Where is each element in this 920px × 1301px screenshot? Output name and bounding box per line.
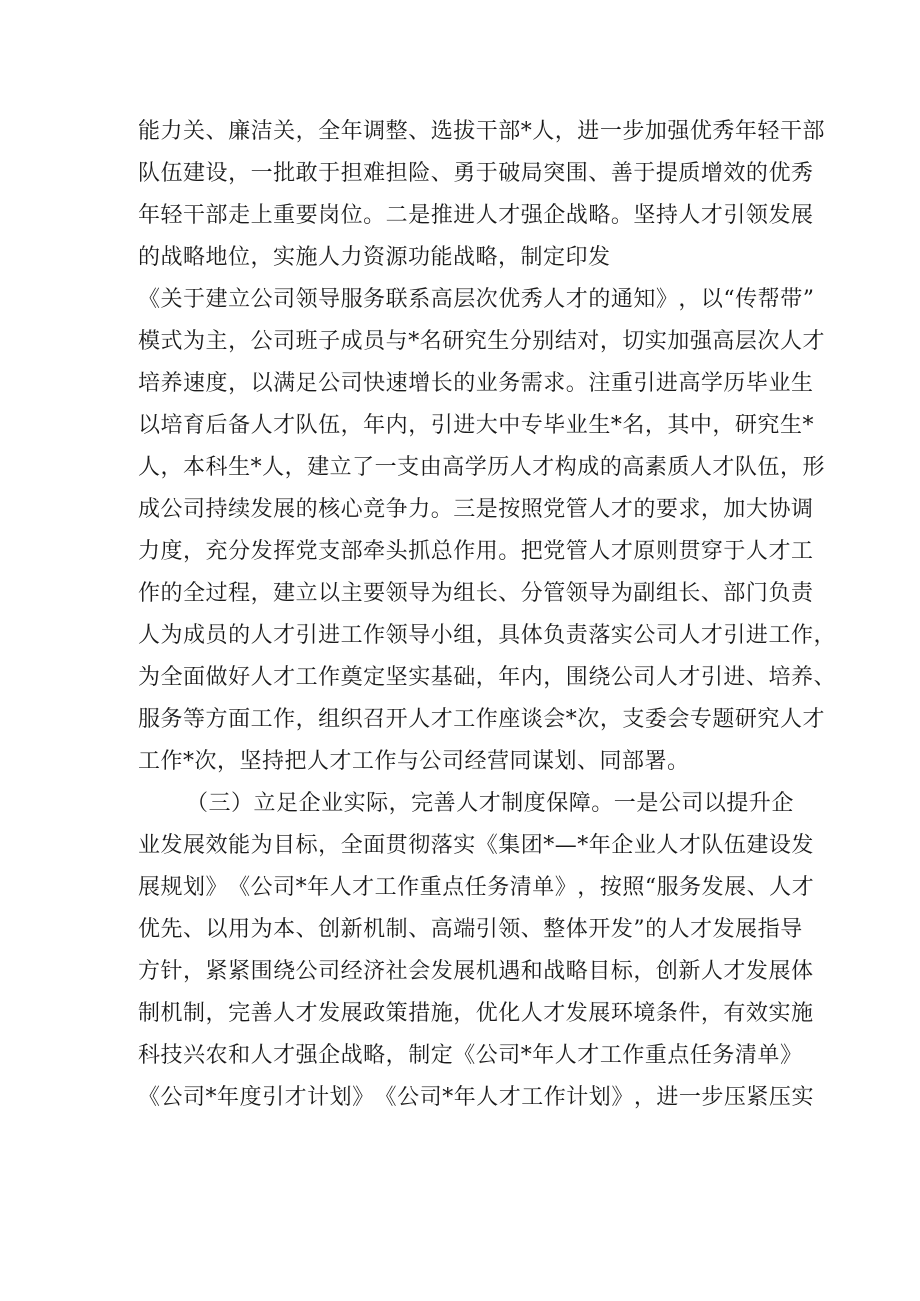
text-line: 人 ， 本 科 生 * 人 ， 建 立 了 一 支 由 高 学 历 人 才 构 成 的 高 素 质 人 才 队 伍 ， 形	[138, 455, 825, 480]
text-line: 年 轻 干 部 走 上 重 要 岗 位 。 二 是 推 进 人 才 强 企 战 略 。 坚 持 人 才 引 领 发 展	[138, 203, 814, 228]
text-line: 人 为 成 员 的 人 才 引 进 工 作 领 导 小 组 ， 具 体 负 责 落 实 公 司 人 才 引 进 工 作 ，	[138, 623, 836, 648]
text-line: 工作*次，坚持把人才工作与公司经营同谋划、同部署。	[138, 749, 690, 774]
text-line: 能 力 关 、 廉 洁 关 ， 全 年 调 整 、 选 拔 干 部 * 人 ， 进 一 步 加 强 优 秀 年 轻 干 部	[138, 119, 825, 144]
text-line: 成 公 司 持 续 发 展 的 核 心 竞 争 力 。 三 是 按 照 党 管 人 才 的 要 求 ， 加 大 协 调	[138, 497, 814, 522]
text-line: 力 度 ， 充 分 发 挥 党 支 部 牵 头 抓 总 作 用 。 把 党 管 人 才 原 则 贯 穿 于 人 才 工	[138, 539, 814, 564]
text-line: 服 务 等 方 面 工 作 ， 组 织 召 开 人 才 工 作 座 谈 会 * 次 ， 支 委 会 专 题 研 究 人 才	[138, 707, 825, 732]
text-line: 队 伍 建 设 ， 一 批 敢 于 担 难 担 险 、 勇 于 破 局 突 围 、 善 于 提 质 增 效 的 优 秀	[138, 161, 814, 186]
section-heading-line: （ 三 ） 立 足 企 业 实 际 ， 完 善 人 才 制 度 保 障 。 一 是 公 司 以 提 升 企	[186, 791, 794, 816]
text-line: 作 的 全 过 程 ， 建 立 以 主 要 领 导 为 组 长 、 分 管 领 导 为 副 组 长 、 部 门 负 责	[138, 581, 814, 606]
text-line: 模 式 为 主 ， 公 司 班 子 成 员 与 * 名 研 究 生 分 别 结 对 ， 切 实 加 强 高 层 次 人 才	[138, 329, 825, 354]
text-line: 科 技 兴 农 和 人 才 强 企 战 略 ， 制 定 《 公 司 * 年 人 才 工 作 重 点 任 务 清 单 》	[138, 1043, 803, 1068]
text-line: 为 全 面 做 好 人 才 工 作 奠 定 坚 实 基 础 ， 年 内 ， 围 绕 公 司 人 才 引 进 、 培 养 、	[138, 665, 836, 690]
text-line: 方 针 ， 紧 紧 围 绕 公 司 经 济 社 会 发 展 机 遇 和 战 略 目 标 ， 创 新 人 才 发 展 体	[138, 959, 814, 984]
text-line: 展 规 划 》 《 公 司 * 年 人 才 工 作 重 点 任 务 清 单 》 ， 按 照 “ 服 务 发 展 、 人 才	[138, 875, 815, 900]
text-line: 优 先 、 以 用 为 本 、 创 新 机 制 、 高 端 引 领 、 整 体 开 发 ” 的 人 才 发 展 指 导	[138, 917, 803, 942]
text-line: 《 关 于 建 立 公 司 领 导 服 务 联 系 高 层 次 优 秀 人 才 的 通 知 》 ， 以 “ 传 帮 带 ”	[138, 287, 815, 312]
text-line: 制 机 制 ， 完 善 人 才 发 展 政 策 措 施 ， 优 化 人 才 发 展 环 境 条 件 ， 有 效 实 施	[138, 1001, 814, 1026]
text-line: 的战略地位，实施人力资源功能战略，制定印发	[138, 245, 611, 270]
text-line: 业 发 展 效 能 为 目 标 ， 全 面 贯 彻 落 实 《 集 团 * — * 年 企 业 人 才 队 伍 建 设 发	[138, 833, 814, 858]
text-line: 培 养 速 度 ， 以 满 足 公 司 快 速 增 长 的 业 务 需 求 。 注 重 引 进 高 学 历 毕 业 生	[138, 371, 814, 396]
text-line: 《 公 司 * 年 度 引 才 计 划 》 《 公 司 * 年 人 才 工 作 计 划 》 ， 进 一 步 压 紧 压 实	[138, 1085, 814, 1110]
text-line: 以 培 育 后 备 人 才 队 伍 ， 年 内 ， 引 进 大 中 专 毕 业 生 * 名 ， 其 中 ， 研 究 生 *	[138, 413, 814, 438]
